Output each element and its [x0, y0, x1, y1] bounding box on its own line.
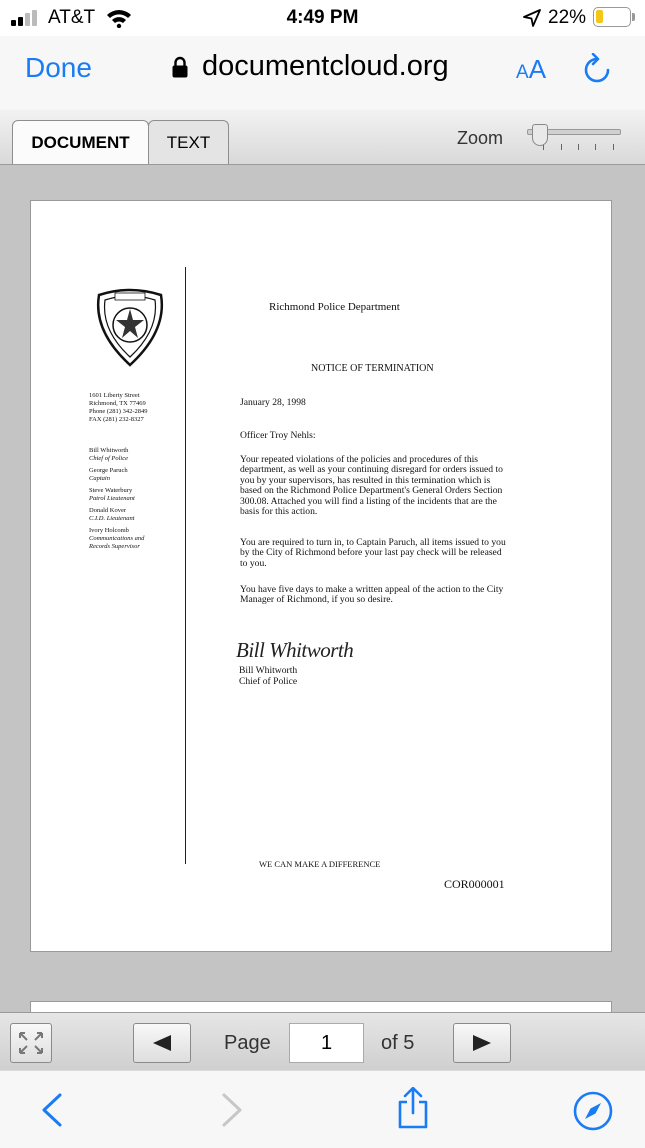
- carrier-label: AT&T: [48, 7, 96, 28]
- letter-paragraph: You have five days to make a written appeal of the action to the City Manager of Richmond, if you so desire.: [240, 584, 504, 606]
- browser-top-bar: [0, 36, 645, 110]
- letter-paragraph: You are required to turn in, to Captain Paruch, all items issued to you by the City of Richmond before your last pay check will be released to you.: [240, 537, 506, 569]
- battery-percent: 22%: [548, 7, 587, 28]
- address-line: Richmond, TX 77469: [89, 400, 146, 407]
- address-bar[interactable]: documentcloud.org: [202, 50, 449, 82]
- battery-cap: [632, 13, 635, 21]
- share-icon[interactable]: [396, 1087, 430, 1129]
- staff-entry: [89, 487, 184, 503]
- document-id: COR000001: [444, 877, 505, 891]
- zoom-ticks: [541, 142, 621, 150]
- tab-document[interactable]: DOCUMENT: [12, 120, 149, 164]
- notice-heading: NOTICE OF TERMINATION: [311, 363, 434, 374]
- police-seal-logo: [93, 287, 167, 367]
- reload-icon[interactable]: [583, 53, 613, 85]
- signer-title: Chief of Police: [239, 676, 298, 687]
- handwritten-signature: Bill Whitworth: [236, 638, 354, 662]
- document-page: [30, 200, 612, 952]
- staff-entry: [89, 527, 161, 551]
- tab-text[interactable]: TEXT: [148, 120, 229, 164]
- page-number-input[interactable]: 1: [289, 1023, 364, 1063]
- previous-page-button[interactable]: [133, 1023, 191, 1063]
- page-label: Page: [224, 1032, 271, 1054]
- page-count: of 5: [381, 1032, 415, 1054]
- text-size-button[interactable]: [516, 54, 546, 85]
- text-size-large-a: A: [528, 54, 547, 84]
- staff-name: Ivory Holcomb: [89, 527, 129, 534]
- address-line: Phone (281) 342-2849: [89, 408, 148, 415]
- zoom-label: Zoom: [457, 128, 504, 148]
- battery-icon: [593, 7, 631, 27]
- compass-icon[interactable]: [572, 1090, 614, 1132]
- text-size-small-a: A: [516, 62, 529, 83]
- staff-list: [89, 447, 184, 555]
- staff-name: Bill Whitworth: [89, 447, 129, 454]
- address-line: FAX (281) 232-8327: [89, 416, 144, 423]
- page-scroll-area[interactable]: [0, 165, 645, 1012]
- staff-entry: [89, 507, 184, 523]
- triangle-left-icon: [153, 1035, 171, 1051]
- letter-paragraph: Your repeated violations of the policies and procedures of this department, as well as your continuing disregard for orders issued to you by your supervisors, has resulted in this termination which is based on the Richmond Police Department's General Orders Section 300.08. Attached you will find a listing of the incidents that are the basis for this action.: [240, 454, 503, 518]
- page-navigation: [0, 1012, 645, 1071]
- status-time: 4:49 PM: [286, 7, 359, 28]
- sidebar-divider: [185, 267, 186, 864]
- staff-entry: [89, 467, 184, 483]
- browser-bottom-toolbar: [0, 1070, 645, 1148]
- document-viewer: [0, 110, 645, 1070]
- department-motto: WE CAN MAKE A DIFFERENCE: [259, 859, 381, 869]
- department-name: Richmond Police Department: [269, 301, 400, 313]
- address-block: [89, 392, 181, 424]
- status-bar: [0, 0, 645, 36]
- staff-title: C.I.D. Lieutenant: [89, 515, 135, 522]
- staff-entry: [89, 447, 184, 463]
- next-page-button[interactable]: [453, 1023, 511, 1063]
- done-button[interactable]: Done: [25, 52, 92, 83]
- back-icon[interactable]: [40, 1093, 64, 1127]
- viewer-toolbar: [0, 110, 645, 165]
- expand-icon: [11, 1024, 51, 1062]
- staff-title: Chief of Police: [89, 455, 128, 462]
- triangle-right-icon: [473, 1035, 491, 1051]
- staff-title: Captain: [89, 475, 110, 482]
- letter-salutation: Officer Troy Nehls:: [240, 430, 316, 441]
- fullscreen-button[interactable]: [10, 1023, 52, 1063]
- letter-date: January 28, 1998: [240, 397, 306, 408]
- staff-title: Patrol Lieutenant: [89, 495, 135, 502]
- staff-name: Donald Kover: [89, 507, 127, 514]
- signer-name: Bill Whitworth: [239, 665, 298, 676]
- lock-icon: [172, 56, 188, 78]
- location-arrow-icon: [523, 9, 541, 27]
- address-line: 1601 Liberty Street: [89, 392, 140, 399]
- staff-name: George Paruch: [89, 467, 128, 474]
- forward-icon[interactable]: [220, 1093, 244, 1127]
- zoom-slider-handle[interactable]: [532, 124, 548, 146]
- next-document-page: [30, 1001, 612, 1012]
- staff-title: Communications and Records Supervisor: [89, 535, 145, 550]
- staff-name: Steve Waterbury: [89, 487, 133, 494]
